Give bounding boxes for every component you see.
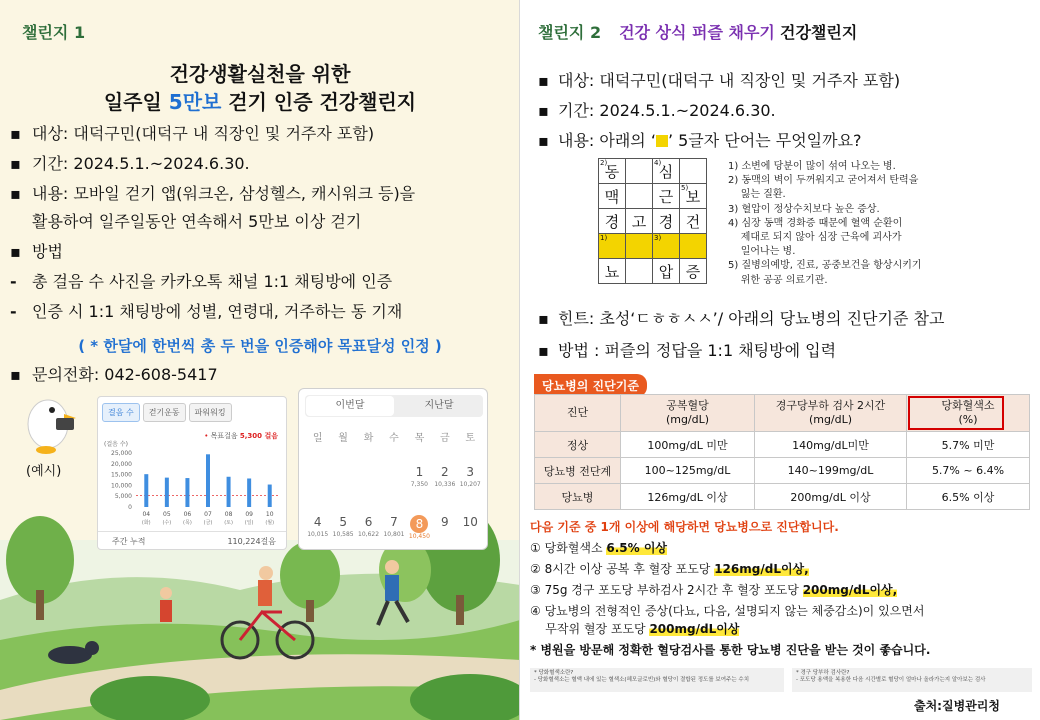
bullet-mark: ▪ — [10, 184, 21, 203]
calendar-day[interactable] — [458, 463, 483, 488]
content-pre: 내용: 아래의 ‘ — [558, 131, 656, 150]
contact-text: 문의전화: 042-608-5417 — [32, 365, 218, 384]
y-tick-label: 10,000 — [111, 482, 132, 490]
cell-char: 근 — [658, 187, 674, 206]
x-weekday-label: (수) — [162, 520, 172, 526]
puzzle-cell[interactable] — [626, 159, 653, 184]
app-screenshot-calendar — [298, 388, 488, 550]
table-header: 진단 — [535, 395, 621, 432]
crossword-puzzle — [598, 158, 707, 284]
criteria-value: 200mg/dL이상, — [802, 583, 898, 597]
day-number: 10 — [462, 515, 478, 529]
criteria-text: 무작위 혈장 포도당 — [530, 622, 650, 636]
bullet-mark: ▪ — [10, 154, 21, 173]
method-text: 방법 : 퍼즐의 정답을 1:1 채팅방에 입력 — [558, 341, 837, 360]
puzzle-cell[interactable] — [680, 209, 707, 234]
puzzle-cell[interactable] — [653, 209, 680, 234]
puzzle-cell[interactable] — [653, 159, 680, 184]
calendar-day[interactable] — [407, 513, 432, 540]
list-item — [10, 124, 374, 144]
weekday-label: 수 — [389, 433, 399, 444]
x-weekday-label: (월) — [265, 520, 275, 526]
bullet-mark: - — [10, 272, 17, 291]
tab-this-month[interactable]: 이번달 — [306, 396, 394, 416]
puzzle-cell[interactable] — [680, 234, 707, 259]
day-steps: 10,450 — [408, 533, 430, 540]
y-tick-label: 0 — [128, 504, 132, 511]
target-text: 대상: 대덕구민(대덕구 내 직장인 및 거주자 포함) — [558, 71, 901, 90]
list-item-text: 방법 — [32, 242, 63, 261]
table-cell: 당뇨병 — [535, 484, 621, 510]
table-cell: 당뇨병 전단계 — [535, 458, 621, 484]
calendar-day[interactable] — [458, 513, 483, 540]
criteria-text: ④ 당뇨병의 전형적인 증상(다뇨, 다음, 설명되지 않는 체중감소)이 있으면서 — [530, 604, 925, 618]
note-text: ( * 한달에 한번씩 총 두 번을 인증해야 목표달성 인정 ) — [78, 337, 442, 355]
list-item-text: 활용하여 일주일동안 연속해서 5만보 이상 걷기 — [32, 212, 362, 231]
criteria-item — [530, 539, 667, 556]
note-title: * 당화혈색소란? — [534, 670, 574, 676]
criteria-heading: 다음 기준 중 1개 이상에 해당하면 당뇨병으로 진단합니다. — [530, 520, 839, 534]
goal-value: 5,300 걸음 — [239, 432, 278, 440]
criteria-text: ① 당화혈색소 — [530, 541, 607, 555]
step-bar — [165, 478, 169, 507]
criteria-value: 200mg/dL이상 — [649, 622, 740, 636]
table-cell: 126mg/dL 이상 — [621, 484, 755, 510]
criteria-value: 126mg/dL이상, — [714, 562, 809, 576]
page-title-line1: 건강생활실천을 위한 — [169, 62, 351, 86]
ogtt-note — [792, 668, 1032, 692]
bullet-mark: ▪ — [538, 71, 549, 90]
weekday-label: 토 — [465, 433, 476, 444]
cell-char: 증 — [685, 262, 701, 281]
x-weekday-label: (화) — [141, 520, 151, 526]
month-tabs — [305, 395, 483, 417]
contact-line — [10, 365, 218, 385]
list-item-text: 대상: 대덕구민(대덕구 내 직장인 및 거주자 포함) — [32, 124, 375, 143]
step-bar — [206, 454, 210, 507]
step-bar — [185, 478, 189, 507]
hint-line — [538, 306, 944, 329]
note-body: - 포도당 용액을 복용한 다음 시간별로 혈당이 얼마나 올라가는지 알아보는 검사 — [796, 677, 986, 683]
source-credit: 출처:질병관리청 — [914, 699, 1000, 713]
day-number: 9 — [441, 515, 449, 529]
title-dark: 건강챌린지 — [780, 23, 858, 42]
app-tabs — [102, 403, 232, 422]
table-header: 경구당부하 검사 2시간 (mg/dL) — [755, 395, 907, 432]
criteria-footnote: * 병원을 방문해 정확한 혈당검사를 통한 당뇨병 진단을 받는 것이 좋습니다. — [530, 643, 931, 657]
clue-number: 4) — [654, 159, 662, 167]
hint-text: 힌트: 초성‘ㄷㅎㅎㅅㅅ’/ 아래의 당뇨병의 진단기준 참고 — [558, 309, 945, 328]
page-title-line2 — [0, 86, 520, 115]
chart-unit-label: (걸음 수) — [104, 441, 128, 448]
step-bar — [247, 478, 251, 507]
day-steps: 10,801 — [383, 531, 405, 538]
puzzle-cell[interactable] — [653, 184, 680, 209]
list-item-text: 인증 시 1:1 채팅방에 성별, 연령대, 거주하는 동 기재 — [32, 302, 403, 321]
table-body — [535, 432, 1030, 510]
hba1c-note — [530, 668, 784, 692]
calendar-day[interactable] — [432, 463, 457, 488]
calendar-week-2 — [305, 513, 483, 540]
bullet-mark: ▪ — [538, 341, 549, 360]
calendar-day[interactable] — [356, 513, 381, 540]
puzzle-cell[interactable] — [599, 259, 626, 284]
cell-char: 경 — [658, 212, 674, 231]
diagnosis-title: 당뇨병의 진단기준 — [534, 374, 647, 397]
cell-char: 동 — [604, 162, 620, 181]
cell-char: 경 — [604, 212, 620, 231]
highlight-box — [908, 396, 1004, 430]
weekly-total-label: 주간 누적 — [112, 537, 146, 546]
x-tick-label: 09 — [245, 511, 253, 518]
day-number: 5 — [339, 515, 347, 529]
weekly-total — [98, 531, 286, 549]
weekday-header — [305, 429, 483, 444]
calendar-day[interactable] — [330, 463, 355, 488]
cell-char: 보 — [685, 187, 701, 206]
calendar-day[interactable] — [356, 463, 381, 488]
clue-text: 위한 공공 의료기관. — [728, 274, 828, 286]
day-number: 4 — [313, 515, 322, 529]
bullet-mark: ▪ — [10, 124, 21, 143]
method-line — [538, 338, 836, 361]
list-item — [10, 212, 361, 232]
tab-power-walking[interactable]: 파워워킹 — [189, 403, 232, 422]
puzzle-cell[interactable] — [680, 184, 707, 209]
puzzle-row — [599, 159, 707, 184]
tab-walking[interactable]: 걷기운동 — [143, 403, 186, 422]
criteria-item — [530, 602, 924, 619]
day-steps: 10,622 — [358, 531, 380, 538]
title-highlight: 5만보 — [168, 90, 222, 114]
table-header: 당화혈색소 (%) — [907, 395, 1030, 432]
list-item-text: 총 걸음 수 사진을 카카오톡 채널 1:1 채팅방에 인증 — [32, 272, 393, 291]
x-tick-label: 07 — [204, 511, 212, 518]
list-item-text: 기간: 2024.5.1.~2024.6.30. — [32, 154, 250, 173]
puzzle-cell[interactable] — [653, 259, 680, 284]
day-number: 3 — [466, 465, 475, 479]
calendar-day[interactable] — [407, 463, 432, 488]
x-weekday-label: (금) — [203, 520, 213, 526]
app-screenshot-steps — [97, 396, 287, 550]
challenge-tag: 챌린지 2 — [538, 23, 602, 42]
weekday-label: 월 — [338, 433, 348, 444]
cell-char: 건 — [685, 212, 701, 231]
title-post: 걷기 인증 건강챌린지 — [221, 90, 417, 114]
step-bar — [268, 485, 272, 507]
puzzle-cell[interactable] — [626, 184, 653, 209]
list-item — [10, 302, 402, 322]
calendar-day[interactable] — [381, 463, 406, 488]
weekday-label: 일 — [312, 433, 323, 444]
list-item — [10, 154, 250, 174]
weekday-label: 화 — [363, 433, 374, 444]
criteria-text: ② 8시간 이상 공복 후 혈장 포도당 — [530, 562, 715, 576]
criteria-item — [530, 581, 897, 598]
title-purple: 건강 상식 퍼즐 채우기 — [619, 23, 775, 42]
bullet-mark: ▪ — [10, 365, 21, 384]
puzzle-cell[interactable] — [599, 184, 626, 209]
table-row — [535, 484, 1030, 510]
puzzle-cell[interactable] — [653, 234, 680, 259]
calendar-day[interactable] — [305, 513, 330, 540]
cell-char: 뇨 — [604, 262, 620, 281]
list-item — [10, 242, 63, 262]
title-pre: 일주일 — [103, 90, 169, 114]
day-number: 6 — [364, 515, 373, 529]
bullet-mark: - — [10, 302, 17, 321]
day-number — [330, 463, 355, 481]
clue-number: 1) — [600, 234, 608, 242]
example-label: (예시) — [26, 464, 62, 479]
table-cell: 100mg/dL 미만 — [621, 432, 755, 458]
x-tick-label: 04 — [142, 511, 151, 518]
challenge-tag: 챌린지 1 — [22, 23, 86, 42]
note-title: * 경구 당부하 검사란? — [796, 670, 850, 676]
puzzle-cell[interactable] — [626, 234, 653, 259]
period-line — [538, 98, 776, 121]
cell-char: 압 — [658, 262, 674, 281]
day-number — [381, 463, 406, 481]
list-item-text: 내용: 모바일 걷기 앱(워크온, 삼성헬스, 캐시워크 등)을 — [32, 184, 416, 203]
calendar-day[interactable] — [381, 513, 406, 540]
bullet-mark: ▪ — [538, 131, 549, 150]
criteria-value: 6.5% 이상 — [606, 541, 668, 555]
x-weekday-label: (토) — [224, 520, 233, 526]
puzzle-cell[interactable] — [599, 234, 626, 259]
table-cell: 100~125mg/dL — [621, 458, 755, 484]
puzzle-row — [599, 184, 707, 209]
table-cell: 5.7% ~ 6.4% — [907, 458, 1030, 484]
calendar-week-1 — [305, 463, 483, 488]
tab-steps[interactable]: 걸음 수 — [102, 403, 140, 422]
steps-bar-chart — [98, 447, 286, 543]
calendar-day[interactable] — [330, 513, 355, 540]
y-tick-label: 20,000 — [111, 460, 132, 468]
bullet-mark: ▪ — [538, 101, 549, 120]
puzzle-cell[interactable] — [599, 209, 626, 234]
day-number: 1 — [415, 465, 424, 479]
x-tick-label: 08 — [224, 511, 233, 518]
weekly-total-value: 110,224걸음 — [227, 537, 276, 546]
puzzle-cell[interactable] — [599, 159, 626, 184]
clue-text: 1) 소변에 당분이 많이 섞여 나오는 병. — [728, 161, 896, 172]
puzzle-cell[interactable] — [626, 259, 653, 284]
goal-text: 목표걸음 — [210, 432, 238, 440]
cell-char: 맥 — [604, 187, 620, 206]
day-steps: 10,336 — [434, 481, 456, 488]
y-tick-label: 15,000 — [111, 471, 132, 479]
puzzle-clues — [728, 160, 922, 288]
weekday-label: 목 — [414, 433, 425, 444]
list-item — [10, 184, 415, 204]
yellow-square-icon — [656, 135, 668, 147]
table-cell: 200mg/dL 이상 — [755, 484, 907, 510]
clue-text: 2) 동맥의 벽이 두꺼워지고 굳어져서 탄력을 — [728, 175, 919, 187]
x-tick-label: 05 — [163, 511, 171, 518]
clue-text: 4) 심장 동맥 경화증 때문에 혈액 순환이 — [728, 217, 903, 229]
table-row — [535, 458, 1030, 484]
note-body: - 당화혈색소는 혈액 내에 있는 혈색소(헤모글로빈)와 혈당이 결합된 정도를 보여주는 수치 — [534, 677, 750, 683]
content-post: ’ 5글자 단어는 무엇일까요? — [667, 131, 862, 150]
clue-text: 5) 질병의예방, 진료, 공중보건을 항상시키기 — [728, 260, 922, 272]
challenge2-heading — [538, 20, 857, 43]
step-bar — [227, 477, 231, 507]
x-tick-label: 06 — [183, 511, 192, 518]
bullet-mark: ▪ — [10, 242, 21, 261]
puzzle-cell[interactable] — [680, 259, 707, 284]
clue-text: 잃는 질환. — [728, 189, 786, 201]
day-steps: 10,207 — [459, 481, 481, 488]
x-weekday-label: (목) — [183, 520, 192, 526]
criteria-text: ③ 75g 경구 포도당 부하검사 2시간 후 혈장 포도당 — [530, 583, 803, 597]
y-tick-label: 5,000 — [114, 493, 132, 501]
bullet-mark: ▪ — [538, 309, 549, 328]
puzzle-cell[interactable] — [680, 159, 707, 184]
tab-last-month[interactable]: 지난달 — [424, 400, 454, 411]
day-steps: 10,585 — [332, 531, 354, 538]
target-line — [538, 68, 900, 91]
calendar-day[interactable] — [305, 463, 330, 488]
clue-text: 제대로 되지 않아 심장 근육에 괴사가 — [728, 232, 902, 244]
day-steps: 7,350 — [410, 481, 428, 488]
clue-number: 3) — [654, 234, 662, 242]
table-cell: 정상 — [535, 432, 621, 458]
content-line — [538, 128, 862, 151]
clue-text: 일어나는 병. — [728, 246, 796, 258]
day-number: 8 — [410, 515, 428, 533]
cell-char: 심 — [658, 162, 674, 181]
day-number — [356, 463, 381, 481]
table-header: 공복혈당 (mg/dL) — [621, 395, 755, 432]
table-cell: 140~199mg/dL — [755, 458, 907, 484]
clue-text: 3) 혈압이 정상수치보다 높은 증상. — [728, 203, 880, 215]
table-row — [535, 432, 1030, 458]
weekday-label: 금 — [439, 433, 450, 444]
clue-number: 2) — [600, 159, 608, 167]
x-weekday-label: (일) — [244, 520, 254, 526]
list-item — [10, 272, 392, 292]
puzzle-row — [599, 259, 707, 284]
day-number: 2 — [441, 465, 449, 479]
cell-char: 고 — [631, 212, 647, 231]
clue-number: 5) — [681, 184, 689, 192]
puzzle-cell[interactable] — [626, 209, 653, 234]
x-tick-label: 10 — [265, 511, 274, 518]
table-cell: 5.7% 미만 — [907, 432, 1030, 458]
y-tick-label: 25,000 — [111, 450, 132, 457]
calendar-day[interactable] — [432, 513, 457, 540]
puzzle-row — [599, 209, 707, 234]
table-cell: 6.5% 이상 — [907, 484, 1030, 510]
step-bar — [144, 474, 148, 507]
day-number: 7 — [390, 515, 398, 529]
day-steps: 10,015 — [307, 531, 329, 538]
puzzle-row — [599, 234, 707, 259]
table-cell: 140mg/dL미만 — [755, 432, 907, 458]
criteria-item — [530, 620, 739, 637]
period-text: 기간: 2024.5.1.~2024.6.30. — [558, 101, 776, 120]
day-number — [305, 463, 330, 481]
goal-label: • 목표걸음 5,300 걸음 — [204, 432, 278, 440]
criteria-item — [530, 560, 809, 577]
